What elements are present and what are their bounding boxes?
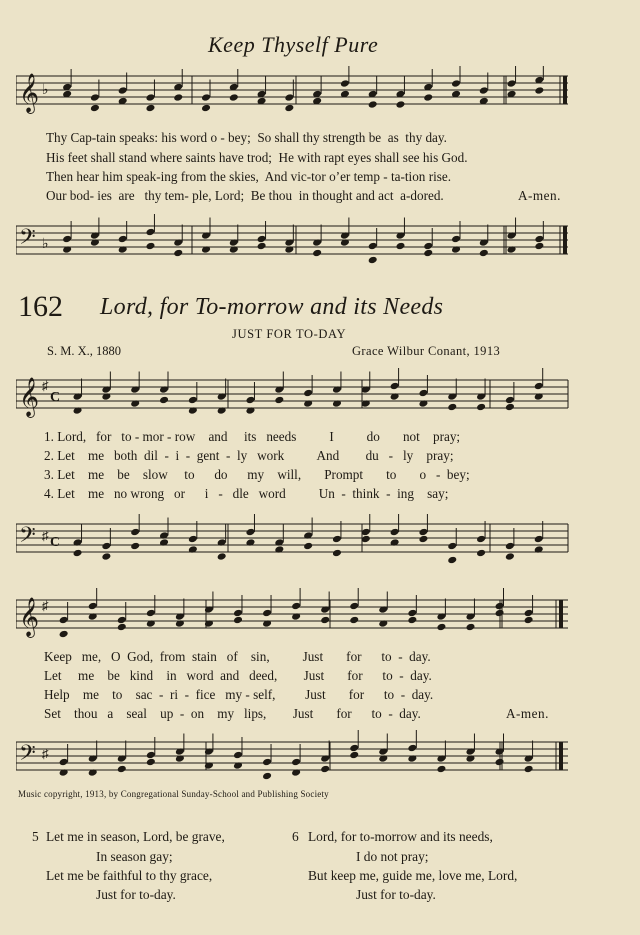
- notehead: [233, 609, 243, 618]
- svg-text:C: C: [50, 535, 61, 550]
- system1-lyric-3: 3. Let me be slow to do my will, Prompt to o - bey;: [44, 467, 470, 482]
- notehead: [245, 528, 255, 537]
- notehead: [257, 242, 267, 251]
- verse6-line-3: But keep me, guide me, love me, Lord,: [308, 868, 518, 883]
- notehead: [390, 528, 400, 537]
- notehead: [262, 772, 272, 781]
- notehead: [312, 249, 322, 258]
- notehead: [188, 535, 198, 544]
- svg-text:♭: ♭: [42, 237, 49, 252]
- notehead: [418, 528, 428, 537]
- svg-text:𝄞: 𝄞: [19, 377, 40, 417]
- system1-lyric-4: 4. Let me no wrong or i - dle word Un - think - ing say;: [44, 486, 449, 501]
- notehead: [257, 235, 267, 244]
- svg-text:C: C: [50, 390, 61, 405]
- notehead: [423, 242, 433, 251]
- hymn-number: 162: [18, 290, 63, 323]
- notehead: [447, 556, 457, 565]
- notehead: [201, 104, 211, 113]
- notehead: [284, 93, 294, 102]
- notehead: [524, 609, 534, 618]
- notehead: [436, 623, 446, 632]
- notehead: [274, 396, 284, 405]
- prev-treble-staff: [16, 66, 572, 116]
- prev-lyric-line-3: Then hear him speak-ing from the skies, And vic-tor o’er temp - ta-tion rise.: [46, 169, 452, 184]
- verse6-line-1: Lord, for to-morrow and its needs,: [308, 829, 493, 844]
- notehead: [507, 79, 517, 88]
- author-credit: Grace Wilbur Conant, 1913: [352, 344, 501, 358]
- copyright-notice: Music copyright, 1913, by Congregational Sunday-School and Publishing Society: [18, 789, 329, 799]
- verse5-line-1: Let me in season, Lord, be grave,: [46, 829, 225, 844]
- notehead: [349, 751, 359, 760]
- verse6-line-4: Just for to-day.: [356, 887, 436, 902]
- notehead: [173, 93, 183, 102]
- notehead: [291, 602, 301, 611]
- notehead: [495, 609, 505, 618]
- verse6-line-2: I do not pray;: [356, 849, 429, 864]
- notehead: [495, 602, 505, 611]
- notehead: [447, 542, 457, 551]
- notehead: [534, 235, 544, 244]
- system1-bass-staff: [16, 510, 572, 570]
- notehead: [476, 549, 486, 558]
- notehead: [262, 758, 272, 767]
- svg-text:♭: ♭: [42, 83, 49, 98]
- svg-text:𝄞: 𝄞: [19, 597, 40, 637]
- notehead: [145, 93, 155, 102]
- notehead: [303, 542, 313, 551]
- system1-lyric-1: 1. Lord, for to - mor - row and its needs I do not pray;: [44, 429, 461, 444]
- notehead: [320, 616, 330, 625]
- notehead: [217, 552, 227, 561]
- system2-lyric-1: Keep me, O God, from stain of sin, Just for to - day.: [44, 649, 431, 664]
- notehead: [418, 389, 428, 398]
- notehead: [524, 616, 534, 625]
- notehead: [368, 100, 378, 109]
- prev-hymn-title: Keep Thyself Pure: [208, 32, 379, 57]
- notehead: [505, 396, 515, 405]
- notehead: [332, 549, 342, 558]
- system1-treble-staff: [16, 368, 572, 424]
- verse5-line-4: Just for to-day.: [96, 887, 176, 902]
- notehead: [407, 609, 417, 618]
- svg-text:♯: ♯: [42, 528, 49, 543]
- svg-text:𝄢: 𝄢: [19, 741, 36, 771]
- notehead: [59, 630, 69, 639]
- notehead: [117, 765, 127, 774]
- notehead: [130, 528, 140, 537]
- notehead: [465, 623, 475, 632]
- notehead: [188, 396, 198, 405]
- notehead: [88, 602, 98, 611]
- system2-bass-staff: [16, 730, 572, 786]
- notehead: [479, 86, 489, 95]
- notehead: [73, 549, 83, 558]
- svg-text:𝄞: 𝄞: [19, 73, 40, 113]
- notehead: [101, 542, 111, 551]
- notehead: [395, 242, 405, 251]
- svg-text:𝄢: 𝄢: [19, 523, 36, 553]
- notehead: [534, 535, 544, 544]
- notehead: [146, 758, 156, 767]
- notehead: [534, 382, 544, 391]
- notehead: [436, 765, 446, 774]
- notehead: [284, 104, 294, 113]
- notehead: [423, 249, 433, 258]
- notehead: [320, 765, 330, 774]
- notehead: [505, 542, 515, 551]
- notehead: [101, 552, 111, 561]
- notehead: [233, 616, 243, 625]
- notehead: [59, 616, 69, 625]
- verse5-number: 5: [32, 829, 39, 844]
- notehead: [418, 535, 428, 544]
- notehead: [407, 744, 417, 753]
- prev-bass-staff: [16, 212, 572, 272]
- notehead: [118, 235, 128, 244]
- prev-lyric-line-4: Our bod- ies are thy tem- ple, Lord; Be thou in thought and act a-dored.: [46, 188, 444, 203]
- notehead: [117, 616, 127, 625]
- notehead: [173, 249, 183, 258]
- system2-lyric-2: Let me be kind in word and deed, Just for to - day.: [44, 668, 432, 683]
- svg-text:♯: ♯: [42, 746, 49, 761]
- svg-text:𝄢: 𝄢: [19, 225, 36, 255]
- notehead: [423, 93, 433, 102]
- notehead: [229, 93, 239, 102]
- verse5-line-3: Let me be faithful to thy grace,: [46, 868, 213, 883]
- system1-lyric-2: 2. Let me both dil - i - gent - ly work And du - ly pray;: [44, 448, 454, 463]
- notehead: [407, 616, 417, 625]
- svg-text:♯: ♯: [42, 378, 49, 393]
- notehead: [332, 535, 342, 544]
- notehead: [349, 602, 359, 611]
- notehead: [303, 389, 313, 398]
- notehead: [451, 235, 461, 244]
- notehead: [118, 86, 128, 95]
- notehead: [201, 93, 211, 102]
- notehead: [145, 228, 155, 237]
- notehead: [524, 765, 534, 774]
- notehead: [159, 396, 169, 405]
- notehead: [146, 751, 156, 760]
- notehead: [146, 609, 156, 618]
- notehead: [390, 382, 400, 391]
- notehead: [59, 758, 69, 767]
- prev-lyric-line-1: Thy Cap-tain speaks: his word o - bey; So shall thy strength be as thy day.: [46, 130, 447, 145]
- notehead: [145, 104, 155, 113]
- prev-amen: A-men.: [518, 188, 561, 203]
- notehead: [495, 758, 505, 767]
- hymn-title: Lord, for To-morrow and its Needs: [100, 294, 444, 320]
- notehead: [349, 616, 359, 625]
- verse6-number: 6: [292, 829, 299, 844]
- verse5-line-2: In season gay;: [96, 849, 173, 864]
- notehead: [395, 100, 405, 109]
- tune-credit: S. M. X., 1880: [47, 344, 121, 358]
- notehead: [245, 396, 255, 405]
- notehead: [368, 256, 378, 265]
- notehead: [130, 542, 140, 551]
- system2-treble-staff: [16, 588, 572, 644]
- notehead: [145, 242, 155, 251]
- notehead: [451, 79, 461, 88]
- notehead: [479, 249, 489, 258]
- notehead: [262, 609, 272, 618]
- notehead: [534, 242, 544, 251]
- hymn-amen: A-men.: [506, 706, 549, 721]
- notehead: [90, 93, 100, 102]
- notehead: [90, 104, 100, 113]
- prev-lyric-line-2: His feet shall stand where saints have trod; He with rapt eyes shall see his God.: [46, 150, 468, 165]
- notehead: [349, 744, 359, 753]
- notehead: [447, 403, 457, 412]
- notehead: [291, 758, 301, 767]
- notehead: [340, 79, 350, 88]
- system2-lyric-4: Set thou a seal up - on my lips, Just for to - day.: [44, 706, 421, 721]
- notehead: [505, 403, 515, 412]
- notehead: [368, 242, 378, 251]
- svg-text:♯: ♯: [42, 598, 49, 613]
- notehead: [476, 535, 486, 544]
- notehead: [233, 751, 243, 760]
- hymn-subtitle: JUST FOR TO-DAY: [232, 327, 347, 341]
- system2-lyric-3: Help me to sac - ri - fice my - self, Just for to - day.: [44, 687, 434, 702]
- notehead: [505, 552, 515, 561]
- notehead: [62, 235, 72, 244]
- notehead: [534, 86, 544, 95]
- notehead: [476, 403, 486, 412]
- notehead: [117, 623, 127, 632]
